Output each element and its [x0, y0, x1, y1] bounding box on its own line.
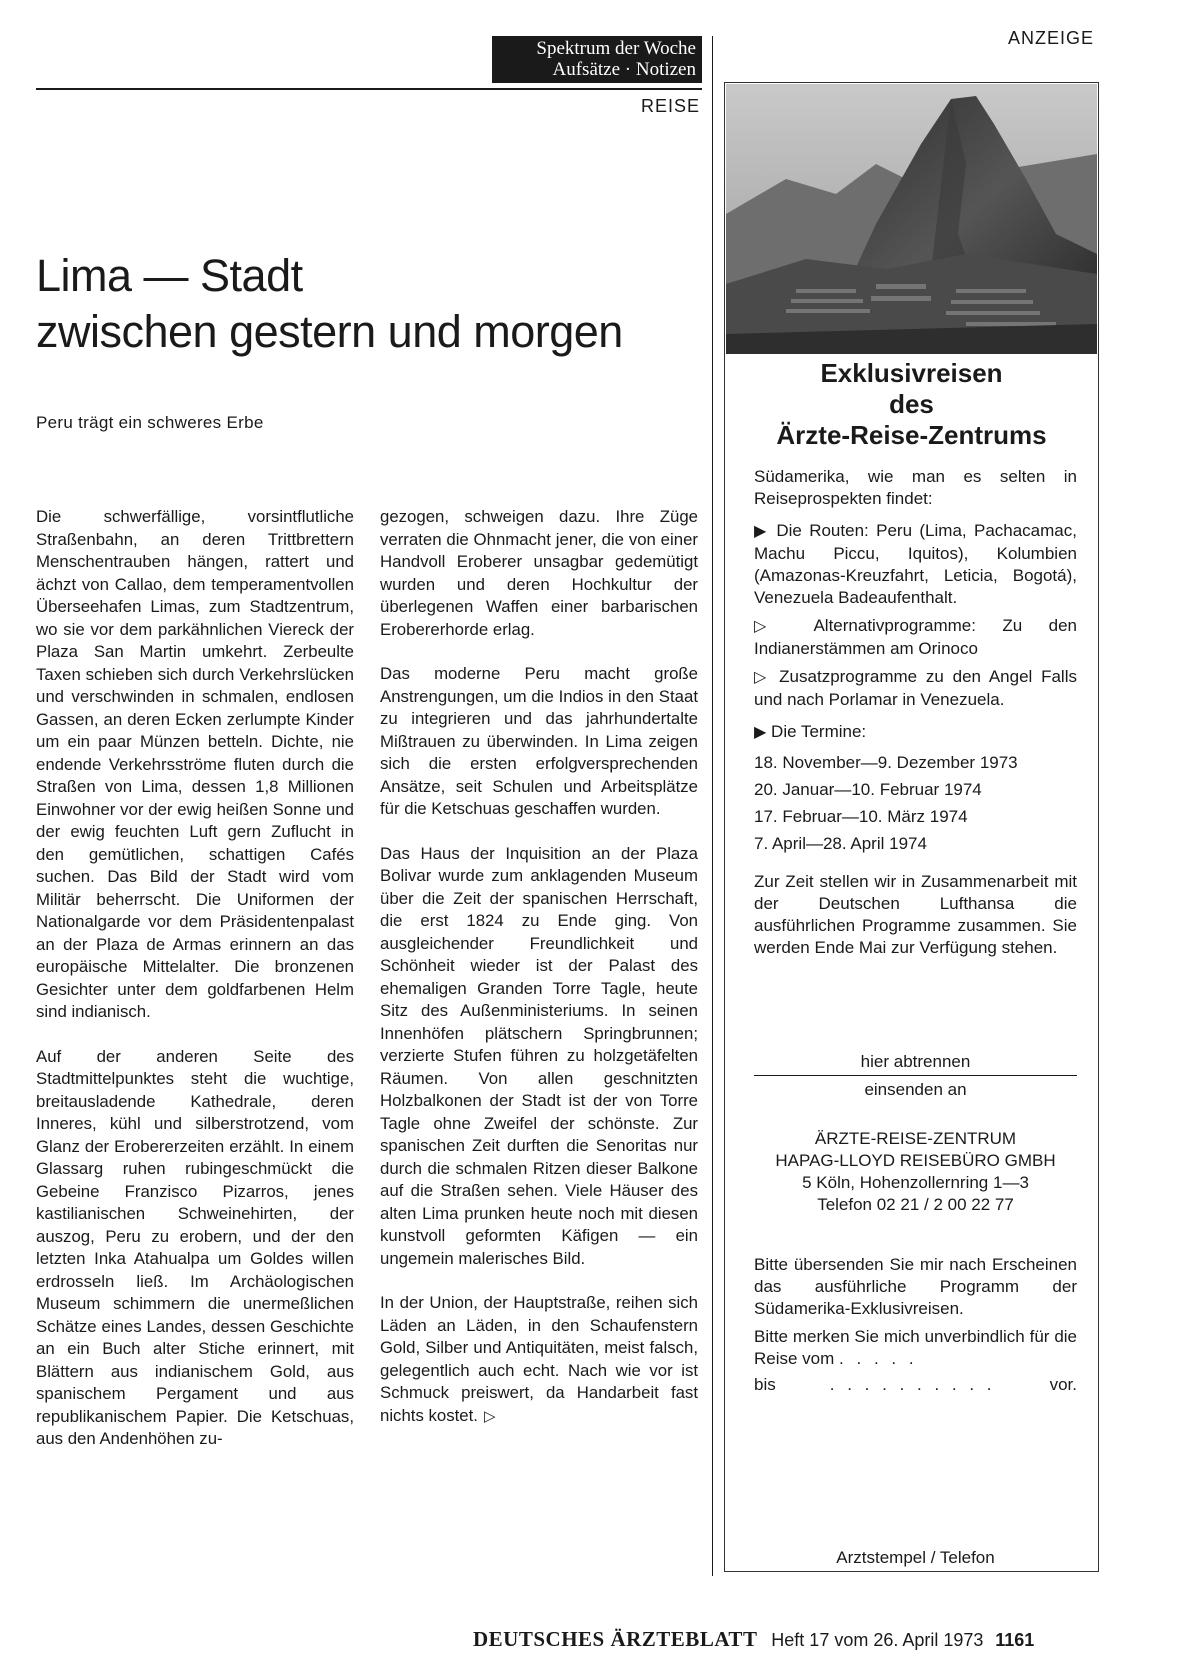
- address-line: ÄRZTE-REISE-ZENTRUM: [814, 1129, 1017, 1148]
- address-line: HAPAG-LLOYD REISEBÜRO GMBH: [775, 1151, 1056, 1170]
- open-triangle-icon: ▷: [754, 618, 788, 635]
- send-label: einsenden an: [864, 1080, 967, 1099]
- ad-extras: [754, 666, 1077, 711]
- page-footer: [473, 1627, 1034, 1652]
- ad-dates-list: [754, 752, 1077, 855]
- filled-triangle-icon: ▶: [754, 724, 767, 741]
- section-label-line2: Aufsätze · Notizen: [552, 59, 696, 80]
- date-item: 7. April—28. April 1974: [754, 834, 927, 853]
- title-line2: zwischen gestern und morgen: [36, 306, 623, 357]
- filled-triangle-icon: ▶: [754, 523, 769, 540]
- paragraph: gezogen, schweigen dazu. Ihre Züge verraten die Ohnmacht jener, die von einer Handvoll Eroberer unsagbar gedemütigt wurden und deren Hochkultur der überlegenen Waffen einer barbarischen Erobererhorde erlag.: [380, 507, 698, 639]
- ad-headline: [728, 358, 1095, 451]
- ad-alternatives-text: Alternativprogramme: Zu den Indianerstämmen am Orinoco: [754, 616, 1077, 658]
- section-label-line1: Spektrum der Woche: [536, 38, 696, 59]
- form-reservation-text: Bitte merken Sie mich unverbindlich für die Reise vom: [754, 1327, 1077, 1368]
- ad-dates-label-text: Die Termine:: [771, 722, 867, 741]
- ad-alternatives: [754, 615, 1077, 660]
- ad-routes: [754, 520, 1077, 609]
- paragraph: Die schwerfällige, vorsintflutliche Straßenbahn, an deren Trittbrettern Menschentrauben hängen, rattert und ächzt von Callao, dem temperamentvollen Überseehafen Limas, zum Stadtzentrum, wo sie vor dem parkähnlichen Viereck der Plaza San Martin umkehrt. Zerbeulte Taxen schieben sich durch Verkehrslücken und verschwinden in schmalen, endlosen Gassen, an deren Ecken zerlumpte Kinder um ein paar Münzen betteln. Dichte, nie endende Verkehrsströme fluten durch die Straßen von Lima, dessen 1,8 Millionen Einwohner vor der ewig heißen Sonne und der ewig feuchten Luft gern Zuflucht in den gemütlichen, schattigen Cafés suchen. Das Bild der Stadt wird vom Militär beherrscht. Die Uniformen der Nationalgarde vor dem Präsidentenpalast an der Plaza de Armas erinnern an das europäische Mittelalter. Die bronzenen Gesichter unter dem goldfarbenen Helm sind indianisch.: [36, 507, 354, 1021]
- order-form: [754, 1254, 1077, 1396]
- date-item: 17. Februar—10. März 1974: [754, 807, 968, 826]
- ad-routes-text: Die Routen: Peru (Lima, Pachacamac, Machu Piccu, Iquitos), Kolumbien (Amazonas-Kreuzfahrt, Leticia, Bogotá), Venezuela Badeaufenthalt.: [754, 521, 1077, 607]
- ad-body: [754, 466, 1077, 965]
- form-reservation: [754, 1326, 1077, 1370]
- ad-tag: ANZEIGE: [1008, 28, 1095, 48]
- article-title: [36, 248, 623, 360]
- paragraph: Das moderne Peru macht große Anstrengungen, um die Indios in den Staat zu integrieren und das jahrhundertalte Mißtrauen zu überwinden. In Lima zeigen sich die ersten erfolgversprechenden Ansätze, seit Schulen und Arbeitsplätze für die Ketschuas geschaffen wurden.: [380, 664, 698, 818]
- address-block: [744, 1128, 1087, 1216]
- ad-headline-line1: Exklusivreisen: [820, 358, 1003, 388]
- page-number: 1161: [995, 1630, 1035, 1650]
- paragraph: Das Haus der Inquisition an der Plaza Bolivar wurde zum anklagenden Museum über die Zeit der spanischen Herrschaft, die erst 1824 zu Ende ging. Von ausgleichender Freundlichkeit und Schönheit wieder ist der Palast des ehemaligen Granden Torre Tagle, heute Sitz des Außenministeriums. In seinen Innenhöfen plätschern Springbrunnen; verzierte Stufen führen zu holzgetäfelten Räumen. Von allen geschnitzten Holzbalkonen der Stadt ist der von Torre Tagle ohne Zweifel der schönste. Zur spanischen Zeit durften die Senoritas nur durch die schmalen Ritzen dieser Balkone auf die Straßen sehen. Viele Häuser des alten Lima prunken heute noch mit diesen kunstvoll geformten Käfigen — ein ungemein malerisches Bild.: [380, 843, 698, 1268]
- doctor-stamp-label: Arztstempel / Telefon: [836, 1548, 995, 1567]
- cut-label: hier abtrennen: [860, 1052, 971, 1071]
- ad-dates-label: [754, 721, 1077, 744]
- date-from-field[interactable]: . . . . .: [839, 1349, 918, 1368]
- issue-info: Heft 17 vom 26. April 1973: [771, 1630, 984, 1650]
- paragraph: Auf der anderen Seite des Stadtmittelpunktes steht die wuchtige, breitausladende Kathedrale, deren Inneres, kühl und silberstrotzend, vom Glanz der Erobererzeiten erzählt. In einem Glassarg ruhen rubingeschmückt die Gebeine Franzisco Pizarros, jenes kastilianischen Schweinehirten, der auszog, Peru zu erobern, und der den letzten Inka Atahualpa um Goldes willen erdrosseln ließ. Im Archäologischen Museum schimmern die unermeßlichen Schätze eines Landes, dessen Geschichte an ein Buch alter Stiche erinnert, mit Blättern aus indianischem Gold, aus spanischem Pergament und aus republikanischem Papier. Die Ketschuas, aus den Andenhöhen zu-: [36, 1046, 354, 1448]
- date-until-field[interactable]: . . . . . . . . . .: [829, 1375, 996, 1394]
- masthead: DEUTSCHES ÄRZTEBLATT: [473, 1627, 758, 1651]
- continue-arrow-icon: ▷: [483, 1407, 496, 1425]
- section-label-box: [492, 36, 702, 83]
- form-until-label: bis: [754, 1375, 776, 1394]
- article-subtitle: Peru trägt ein schweres Erbe: [36, 413, 264, 432]
- form-request: Bitte übersenden Sie mir nach Erscheinen das ausführliche Programm der Südamerika-Exklusivreisen.: [754, 1255, 1077, 1318]
- address-line: 5 Köln, Hohenzollernring 1—3: [802, 1173, 1029, 1192]
- cut-line: [754, 1075, 1077, 1076]
- header-rule: [36, 88, 702, 90]
- paragraph: [380, 1292, 698, 1428]
- ad-intro: Südamerika, wie man es selten in Reiseprospekten findet:: [754, 467, 1077, 508]
- title-line1: Lima — Stadt: [36, 250, 303, 301]
- section-tag: REISE: [640, 96, 700, 116]
- form-until-row: [754, 1374, 1077, 1396]
- paragraph-text: In der Union, der Hauptstraße, reihen sich Läden an Läden, in den Schaufenstern Gold, Silber und Antiquitäten, meist falsch, gelegentlich auch echt. Nach wie vor ist Schmuck preiswert, da Handarbeit fast nichts kostet.: [380, 1293, 698, 1425]
- ad-headline-line2: des: [889, 389, 934, 419]
- ad-note: Zur Zeit stellen wir in Zusammenarbeit mit der Deutschen Lufthansa die ausführlichen Programme zusammen. Sie werden Ende Mai zur Verfügung stehen.: [754, 872, 1077, 957]
- column-divider: [712, 36, 713, 1576]
- address-line: Telefon 02 21 / 2 00 22 77: [817, 1195, 1014, 1214]
- machu-picchu-photo: [726, 84, 1097, 354]
- article-column-1: [36, 506, 354, 1473]
- open-triangle-icon: ▷: [754, 669, 771, 686]
- article-column-2: [380, 506, 698, 1450]
- ad-extras-text: Zusatzprogramme zu den Angel Falls und nach Porlamar in Venezuela.: [754, 667, 1077, 709]
- date-item: 20. Januar—10. Februar 1974: [754, 780, 982, 799]
- date-item: 18. November—9. Dezember 1973: [754, 753, 1018, 772]
- form-until-end: vor.: [1049, 1375, 1077, 1394]
- ad-headline-line3: Ärzte-Reise-Zentrums: [776, 420, 1047, 450]
